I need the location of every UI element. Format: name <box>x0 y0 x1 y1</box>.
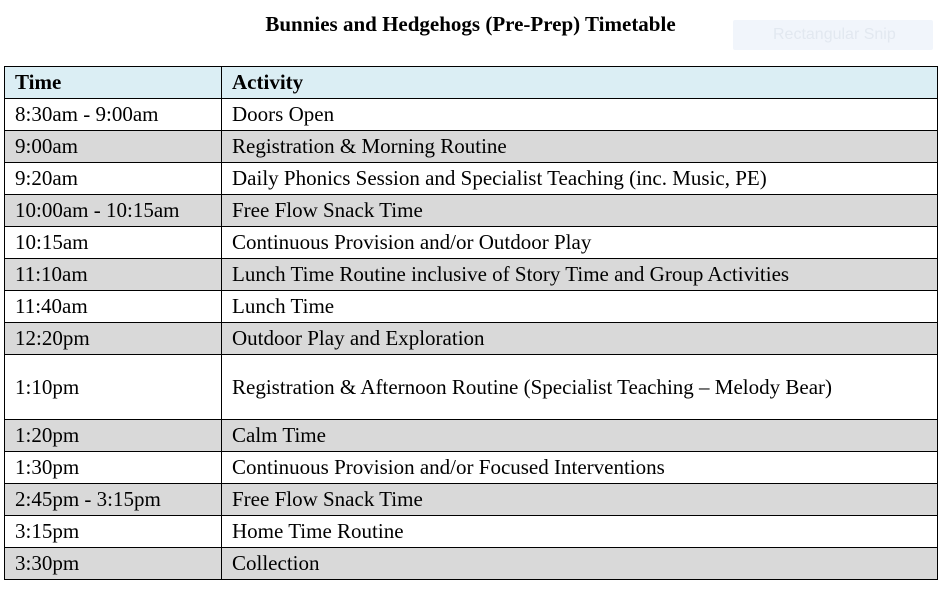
activity-cell: Free Flow Snack Time <box>222 195 938 227</box>
time-cell: 11:40am <box>5 291 222 323</box>
time-cell: 9:00am <box>5 131 222 163</box>
time-cell: 11:10am <box>5 259 222 291</box>
activity-cell: Calm Time <box>222 420 938 452</box>
time-cell: 3:30pm <box>5 548 222 580</box>
activity-column-header: Activity <box>222 67 938 99</box>
time-cell: 2:45pm - 3:15pm <box>5 484 222 516</box>
table-row <box>5 99 938 131</box>
time-cell: 1:20pm <box>5 420 222 452</box>
time-cell: 1:30pm <box>5 452 222 484</box>
activity-cell: Collection <box>222 548 938 580</box>
table-row <box>5 291 938 323</box>
activity-cell: Registration & Morning Routine <box>222 131 938 163</box>
page-title: Bunnies and Hedgehogs (Pre-Prep) Timetable <box>265 12 676 36</box>
activity-cell: Doors Open <box>222 99 938 131</box>
table-row <box>5 323 938 355</box>
activity-cell: Home Time Routine <box>222 516 938 548</box>
table-row <box>5 163 938 195</box>
activity-cell: Lunch Time <box>222 291 938 323</box>
time-cell: 9:20am <box>5 163 222 195</box>
time-cell: 10:15am <box>5 227 222 259</box>
table-row <box>5 355 938 420</box>
snip-tool-overlay: Rectangular Snip <box>733 20 933 50</box>
table-row <box>5 452 938 484</box>
activity-cell: Daily Phonics Session and Specialist Teaching (inc. Music, PE) <box>222 163 938 195</box>
activity-cell: Continuous Provision and/or Focused Interventions <box>222 452 938 484</box>
activity-cell: Registration & Afternoon Routine (Specialist Teaching – Melody Bear) <box>222 355 938 420</box>
table-row <box>5 227 938 259</box>
table-row <box>5 195 938 227</box>
time-cell: 10:00am - 10:15am <box>5 195 222 227</box>
table-row <box>5 420 938 452</box>
table-row <box>5 548 938 580</box>
time-cell: 8:30am - 9:00am <box>5 99 222 131</box>
time-cell: 1:10pm <box>5 355 222 420</box>
timetable <box>4 66 938 580</box>
header-row <box>5 67 938 99</box>
time-column-header: Time <box>5 67 222 99</box>
table-row <box>5 259 938 291</box>
table-row <box>5 131 938 163</box>
time-cell: 3:15pm <box>5 516 222 548</box>
table-row <box>5 516 938 548</box>
table-row <box>5 484 938 516</box>
activity-cell: Continuous Provision and/or Outdoor Play <box>222 227 938 259</box>
activity-cell: Lunch Time Routine inclusive of Story Time and Group Activities <box>222 259 938 291</box>
time-cell: 12:20pm <box>5 323 222 355</box>
activity-cell: Outdoor Play and Exploration <box>222 323 938 355</box>
activity-cell: Free Flow Snack Time <box>222 484 938 516</box>
